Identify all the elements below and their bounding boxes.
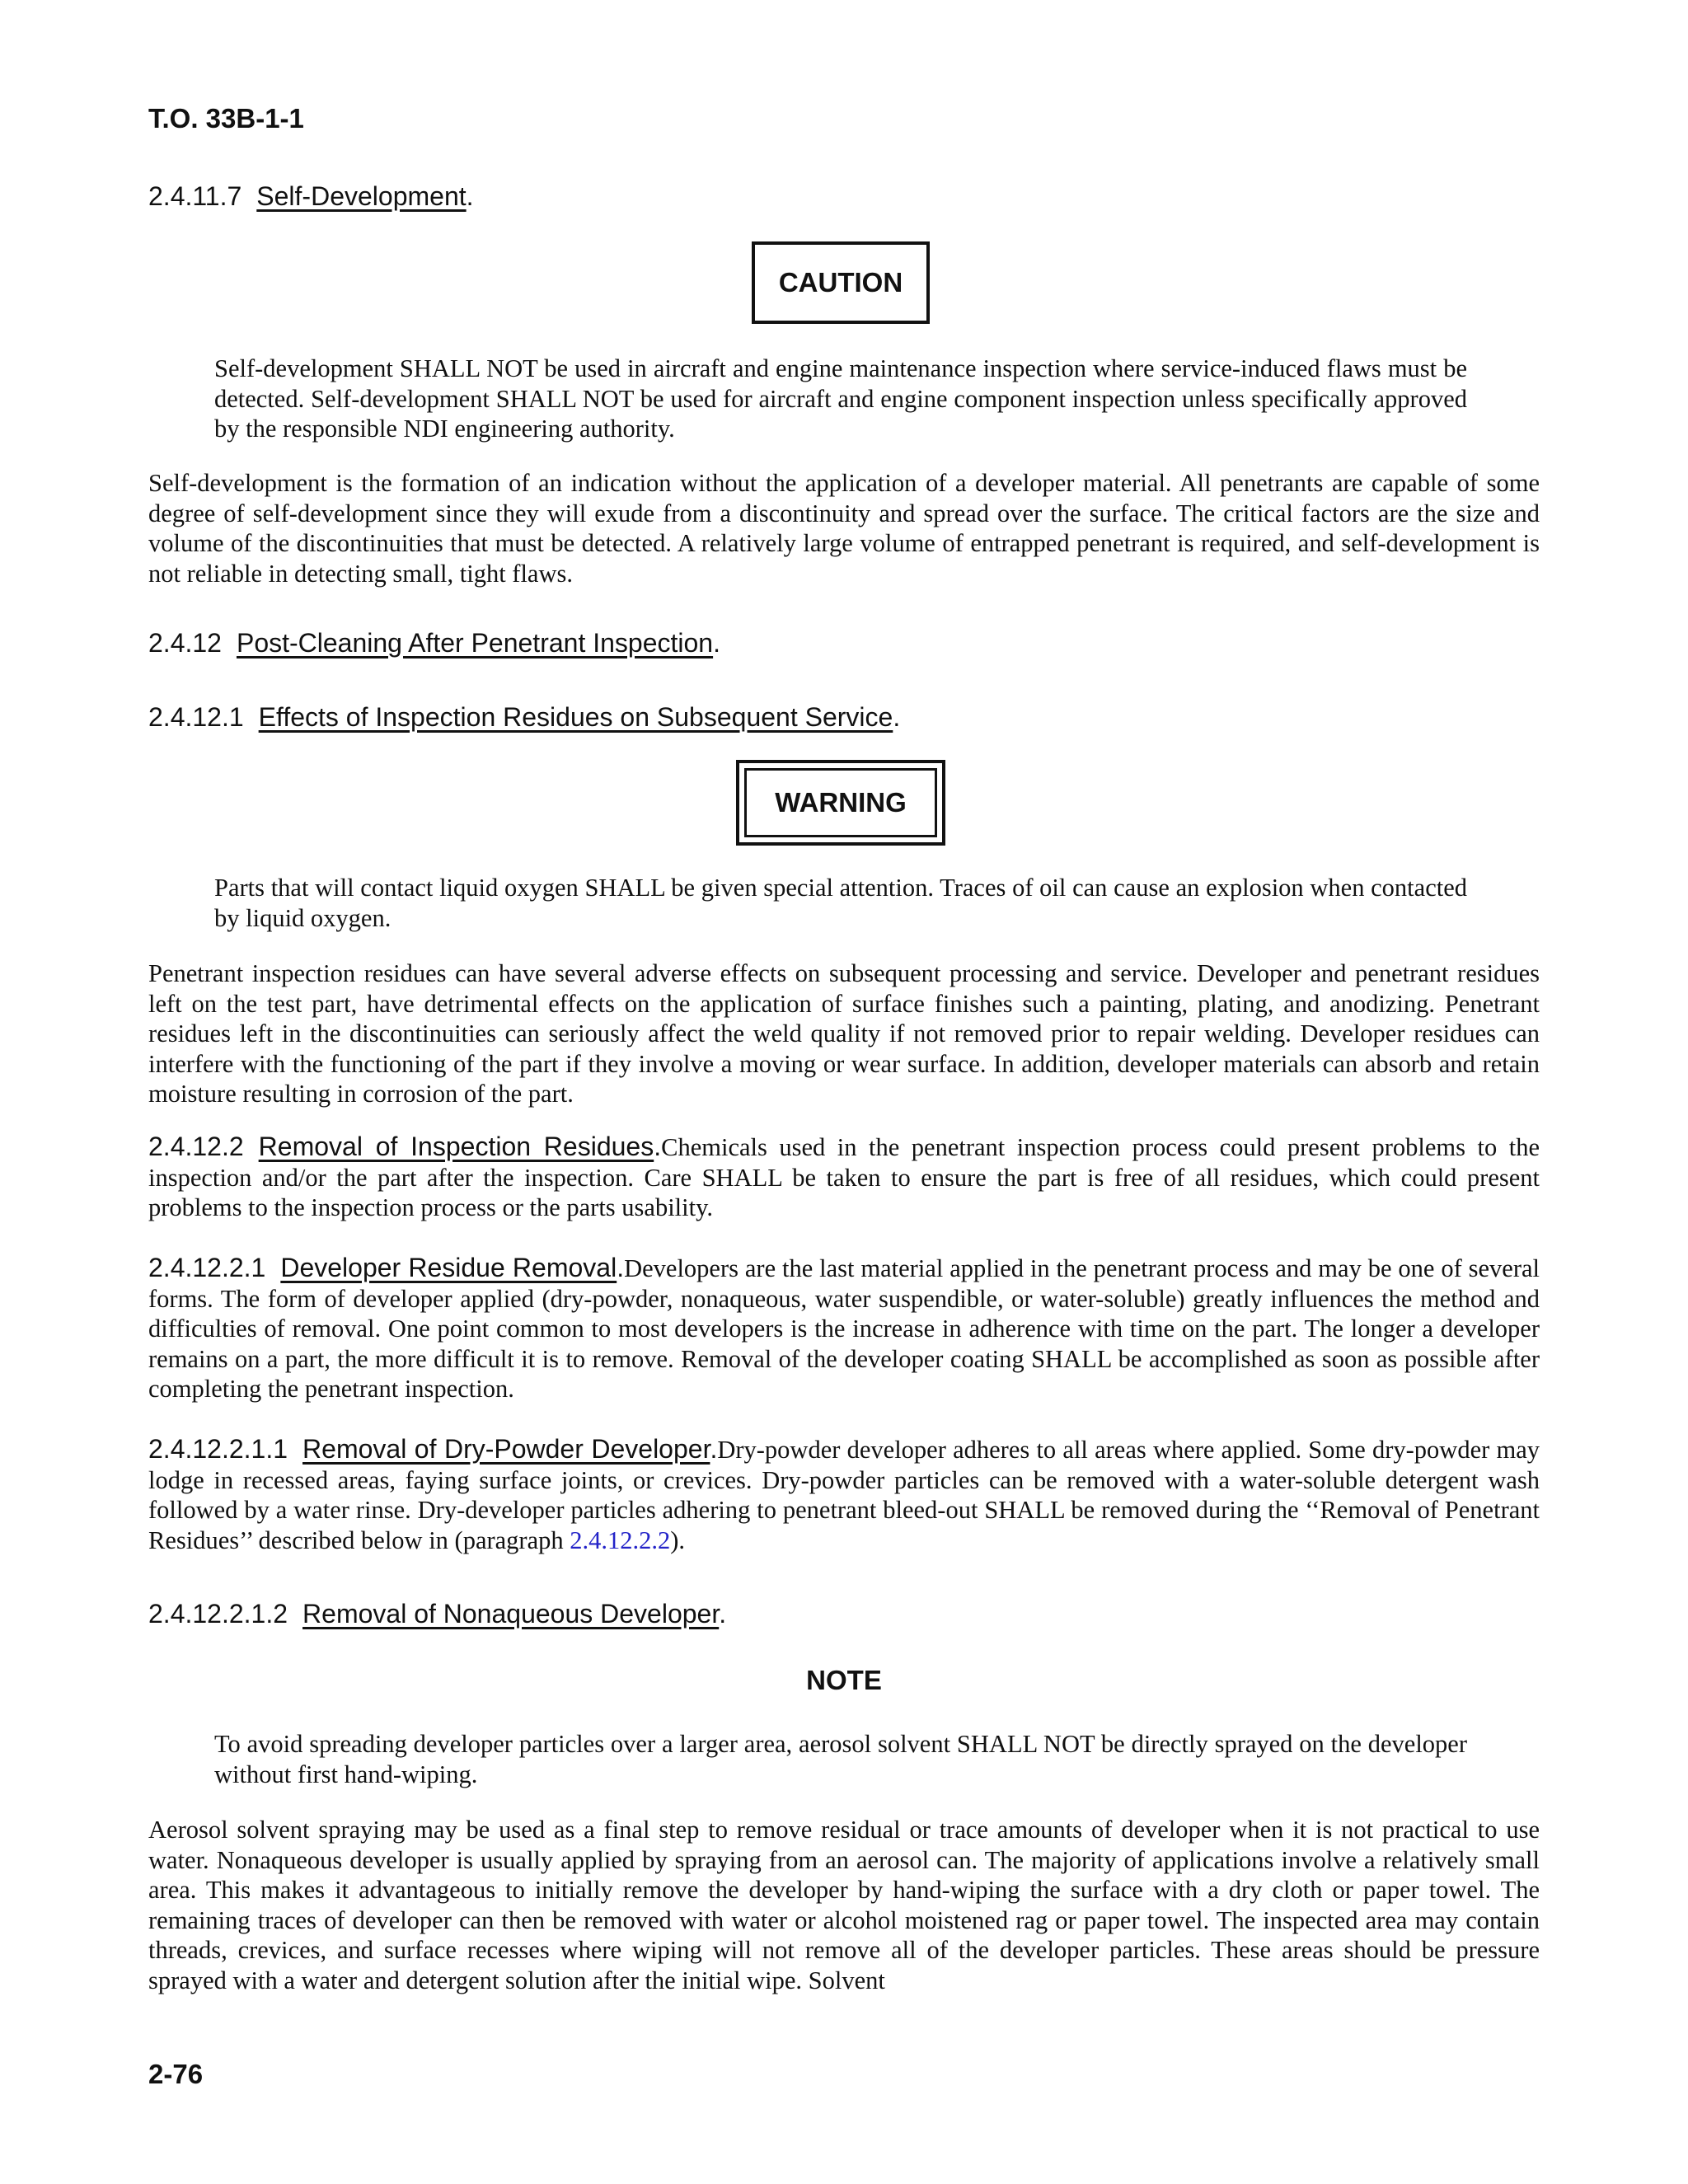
document-id: T.O. 33B-1-1 bbox=[148, 103, 304, 134]
section-number: 2.4.12.2.1 bbox=[148, 1253, 266, 1282]
aerosol-paragraph: Aerosol solvent spraying may be used as a final step to remove residual or trace amounts of developer when it is not practical to use water. Nonaqueous developer is usually applied by spraying from an aerosol can. The majority of applications involve a relatively small area. This makes it advantageous to initially remove the developer by hand-wiping the surface with a dry cloth or paper towel. The remaining traces of developer can then be removed with water or alcohol moistened rag or paper towel. The inspected area may contain threads, crevices, and surface recesses where wiping will not remove all of the developer particles. These areas should be pressure sprayed with a water and detergent solution after the initial wipe. Solvent bbox=[148, 1816, 1540, 1994]
warning-text: Parts that will contact liquid oxygen SHALL be given special attention. Traces of oil can cause an explosion when contacted by liquid oxygen. bbox=[214, 874, 1467, 932]
section-2-4-12-2-1: 2.4.12.2.1 Developer Residue Removal.Developers are the last material applied in the penetrant process and may be one of several forms. The form of developer applied (dry-powder, nonaqueous, water suspendible, or water-soluble) greatly influences the method and difficulties of removal. One point common to most developers is the increase in adherence with time on the part. The longer a developer remains on a part, the more difficult it is to remove. Removal of the developer coating SHALL be accomplished as soon as possible after completing the penetrant inspection. bbox=[148, 1253, 1540, 1403]
section-heading-2-4-12: 2.4.12 Post-Cleaning After Penetrant Inspection. bbox=[148, 628, 720, 658]
section-number: 2.4.12.2.1.2 bbox=[148, 1599, 288, 1629]
note-text: To avoid spreading developer particles over a larger area, aerosol solvent SHALL NOT be directly sprayed on the developer without first hand-wiping. bbox=[214, 1730, 1467, 1788]
warning-label: WARNING bbox=[744, 768, 937, 837]
section-text: Dry-powder developer adheres to all areas where applied. Some dry-powder may lodge in recessed areas, faying surface joints, or crevices. Dry-powder particles can be removed with a water-soluble detergent wash followed by a water rinse. Dry-developer particles adhering to penetrant bleed-out SHALL be removed during the ‘‘Removal of Penetrant Residues’’ described below in (paragraph bbox=[148, 1436, 1540, 1554]
section-text: Developers are the last material applied in the penetrant process and may be one of several forms. The form of developer applied (dry-powder, nonaqueous, water suspendible, or water-soluble) greatly influences the method and difficulties of removal. One point common to most developers is the increase in adherence with time on the part. The longer a developer remains on a part, the more difficult it is to remove. Removal of the developer coating SHALL be accomplished as soon as possible after completing the penetrant inspection. bbox=[148, 1254, 1540, 1403]
self-development-paragraph: Self-development is the formation of an indication without the application of a developer material. All penetrants are capable of some degree of self-development since they will exude from a discontinuity and spread over the surface. The critical factors are the size and volume of the discontinuities that must be detected. A relatively large volume of entrapped penetrant is required, and self-development is not reliable in detecting small, tight flaws. bbox=[148, 469, 1540, 588]
section-title: Removal of Nonaqueous Developer bbox=[302, 1599, 720, 1629]
section-text: Chemicals used in the penetrant inspection process could present problems to the inspection and/or the part after the inspection. Care SHALL be taken to ensure the part is free of all residues, which could present problems to the inspection process or the parts usability. bbox=[148, 1133, 1540, 1221]
section-number: 2.4.11.7 bbox=[148, 181, 242, 211]
caution-box: CAUTION bbox=[752, 241, 930, 324]
page-number: 2-76 bbox=[148, 2059, 204, 2089]
section-heading-2-4-11-7: 2.4.11.7 Self-Development. bbox=[148, 181, 474, 211]
section-number: 2.4.12.2.1.1 bbox=[148, 1434, 288, 1464]
paragraph-link[interactable]: 2.4.12.2.2 bbox=[570, 1526, 671, 1554]
section-title: Removal of Inspection Residues bbox=[258, 1132, 654, 1161]
section-2-4-12-2: 2.4.12.2 Removal of Inspection Residues.Chemicals used in the penetrant inspection process could present problems to the inspection and/or the part after the inspection. Care SHALL be taken to ensure the part is free of all residues, which could present problems to the inspection process or the parts usability. bbox=[148, 1132, 1540, 1221]
section-title: Developer Residue Removal bbox=[280, 1253, 617, 1282]
section-title: Removal of Dry-Powder Developer bbox=[302, 1434, 710, 1464]
section-heading-2-4-12-2-1-2: 2.4.12.2.1.2 Removal of Nonaqueous Developer. bbox=[148, 1599, 727, 1629]
section-number: 2.4.12.2 bbox=[148, 1132, 244, 1161]
section-title: Effects of Inspection Residues on Subsequent Service bbox=[258, 702, 893, 732]
warning-box bbox=[736, 760, 945, 846]
section-title: Post-Cleaning After Penetrant Inspection bbox=[236, 628, 714, 658]
section-title: Self-Development bbox=[256, 181, 467, 211]
section-2-4-12-2-1-1: 2.4.12.2.1.1 Removal of Dry-Powder Developer.Dry-powder developer adheres to all areas where applied. Some dry-powder may lodge in recessed areas, faying surface joints, or crevices. Dry-powder particles can be removed with a water-soluble detergent wash followed by a water rinse. Dry-developer particles adhering to penetrant bleed-out SHALL be removed during the ‘‘Removal of Penetrant Residues’’ described below in (paragraph 2.4.12.2.2). bbox=[148, 1434, 1540, 1554]
section-heading-2-4-12-1: 2.4.12.1 Effects of Inspection Residues on Subsequent Service. bbox=[148, 702, 901, 732]
section-number: 2.4.12 bbox=[148, 628, 222, 658]
section-number: 2.4.12.1 bbox=[148, 702, 244, 732]
note-label: NOTE bbox=[806, 1665, 882, 1695]
caution-text: Self-development SHALL NOT be used in aircraft and engine maintenance inspection where service-induced flaws must be detected. Self-development SHALL NOT be used for aircraft and engine component inspection unless specifically approved by the responsible NDI engineering authority. bbox=[214, 354, 1467, 443]
residues-paragraph: Penetrant inspection residues can have several adverse effects on subsequent processing and service. Developer and penetrant residues left on the test part, have detrimental effects on the application of surface finishes such a painting, plating, and anodizing. Penetrant residues left in the discontinuities can seriously affect the weld quality if not removed prior to repair welding. Developer residues can interfere with the functioning of the part if they involve a moving or wear surface. In addition, developer materials can absorb and retain moisture resulting in corrosion of the part. bbox=[148, 959, 1540, 1108]
